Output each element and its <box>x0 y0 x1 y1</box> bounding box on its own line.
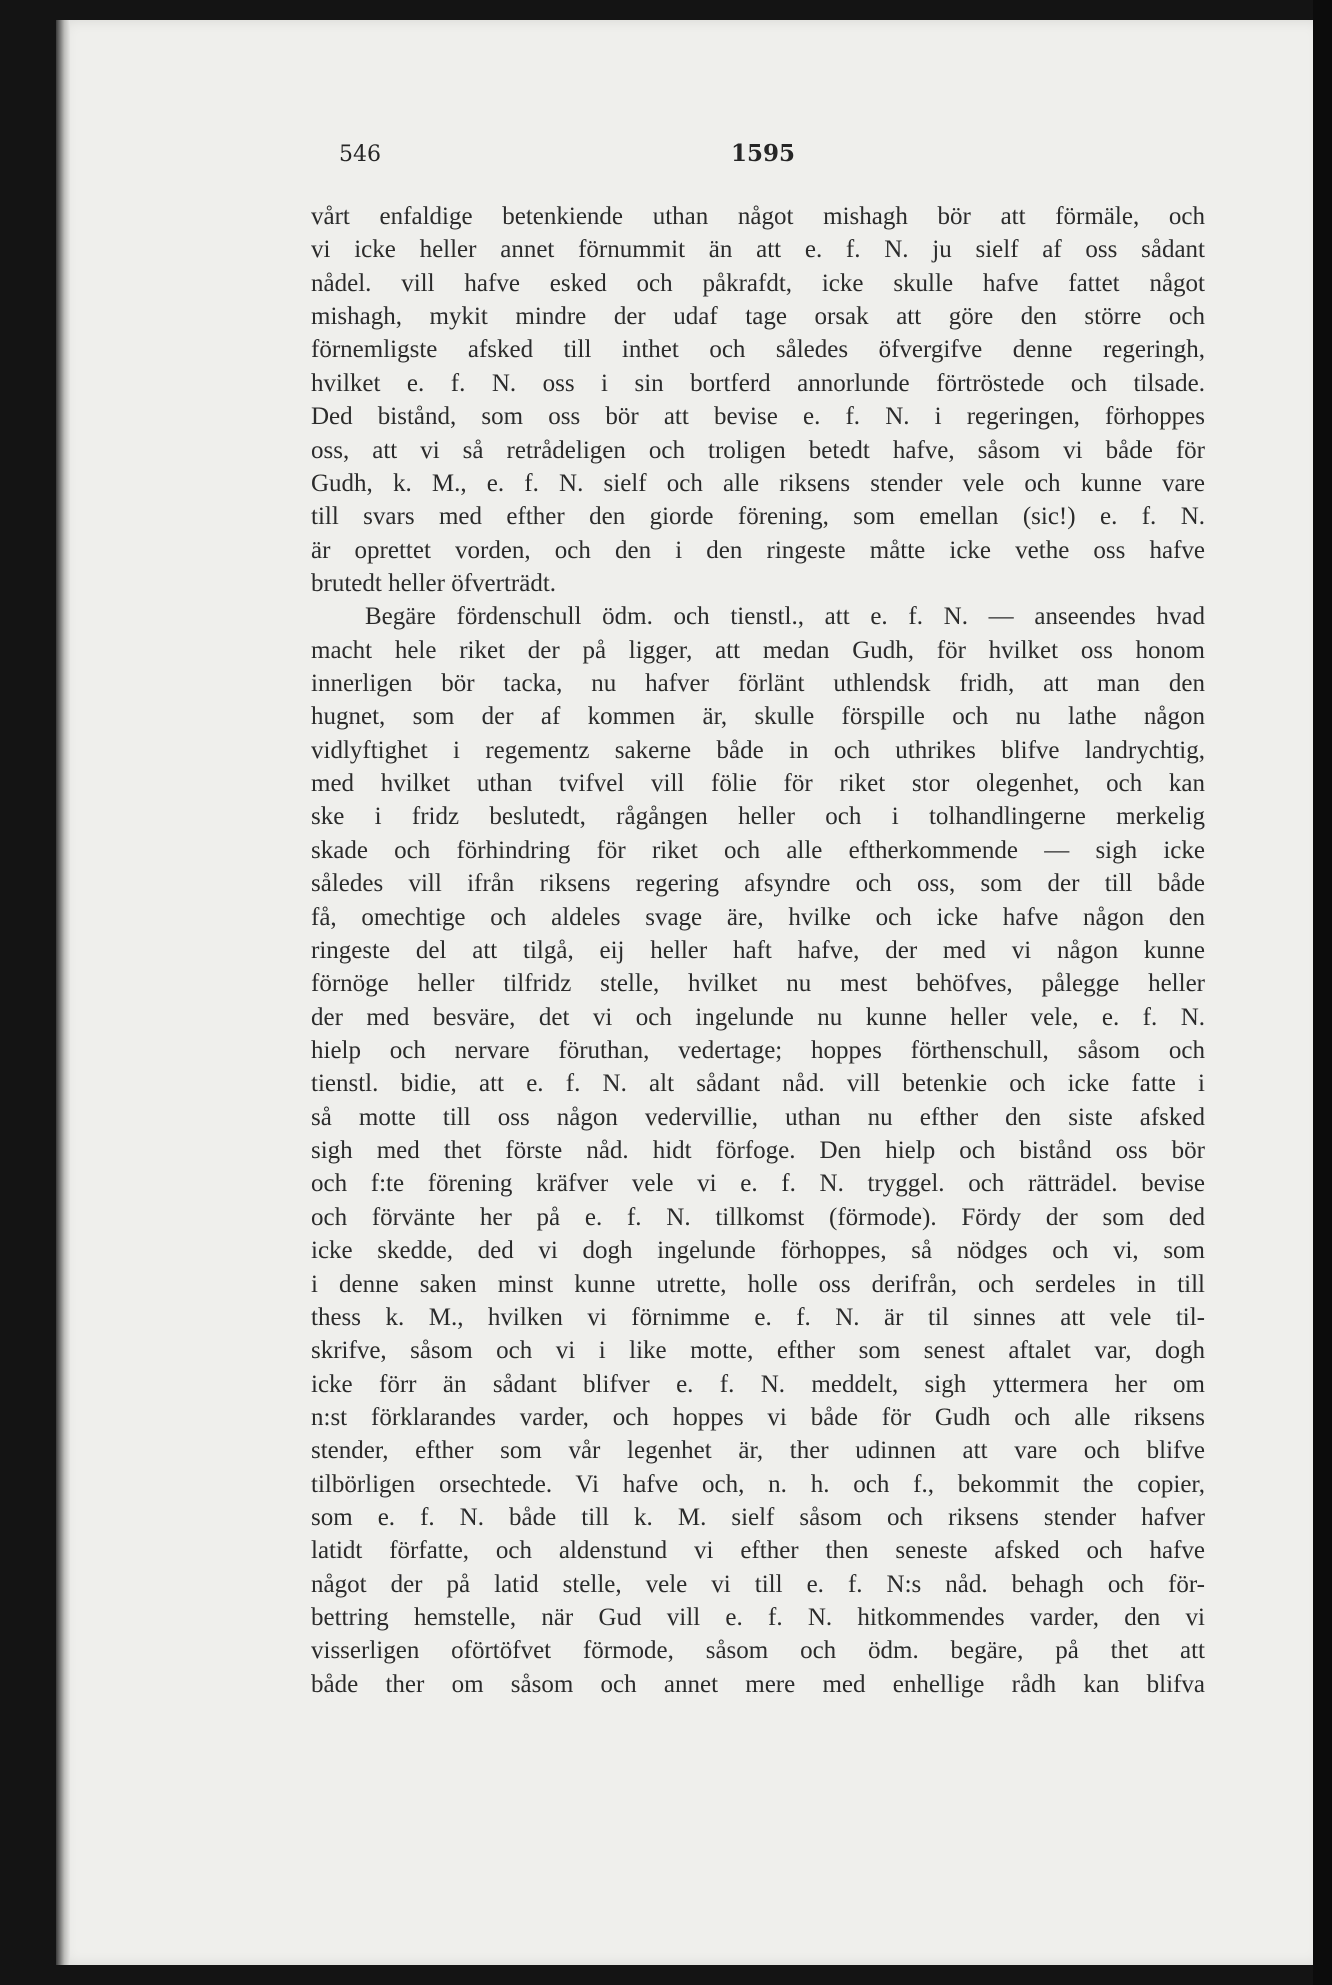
scan-right-edge <box>1313 0 1332 1985</box>
text-line: innerligen bör tacka, nu hafver förlänt uthlendsk fridh, att man den <box>311 670 1205 698</box>
page-binding-edge <box>56 20 70 1965</box>
text-line: mishagh, mykit mindre der udaf tage orsak att göre den större och <box>311 303 1205 331</box>
text-line: sigh med thet förste nåd. hidt förfoge. Den hielp och bistånd oss bör <box>311 1137 1205 1165</box>
text-line: ske i fridz beslutedt, rågången heller och i tolhandlingerne merkelig <box>311 803 1205 831</box>
text-line: förnöge heller tilfridz stelle, hvilket nu mest behöfves, pålegge heller <box>311 970 1205 998</box>
body-text <box>311 200 1205 1701</box>
text-line: nådel. vill hafve esked och påkrafdt, icke skulle hafve fattet något <box>311 269 1205 297</box>
text-line: tilbörligen orsechtede. Vi hafve och, n. h. och f., bekommit the copier, <box>311 1470 1205 1498</box>
text-line: oss, att vi så retrådeligen och troligen betedt hafve, såsom vi både för <box>311 436 1205 464</box>
text-line: skrifve, såsom och vi i like motte, efther som senest aftalet var, dogh <box>311 1337 1205 1365</box>
text-line: till svars med efther den giorde förening, som emellan (sic!) e. f. N. <box>311 503 1205 531</box>
text-line: Gudh, k. M., e. f. N. sielf och alle riksens stender vele och kunne vare <box>311 469 1205 497</box>
text-line: vidlyftighet i regementz sakerne både in och uthrikes blifve landrychtig, <box>311 736 1205 764</box>
text-line: latidt författe, och aldenstund vi efther then seneste afsked och hafve <box>311 1537 1205 1565</box>
text-line: Ded bistånd, som oss bör att bevise e. f. N. i regeringen, förhoppes <box>311 403 1205 431</box>
text-line: vårt enfaldige betenkiende uthan något mishagh bör att förmäle, och <box>311 203 1205 230</box>
text-line: hvilket e. f. N. oss i sin bortferd annorlunde förtröstede och tilsade. <box>311 369 1205 397</box>
text-line: icke skedde, ded vi dogh ingelunde förhoppes, så nödges och vi, som <box>311 1237 1205 1265</box>
text-line: icke förr än sådant blifver e. f. N. meddelt, sigh yttermera her om <box>311 1370 1205 1398</box>
text-line: tienstl. bidie, att e. f. N. alt sådant nåd. vill betenkie och icke fatte i <box>311 1070 1205 1098</box>
text-line: och förvänte her på e. f. N. tillkomst (förmode). Fördy der som ded <box>311 1203 1205 1231</box>
text-line: ringeste del att tilgå, eij heller haft hafve, der med vi någon kunne <box>311 936 1205 964</box>
text-line: thess k. M., hvilken vi förnimme e. f. N. är til sinnes att vele til- <box>311 1303 1205 1331</box>
text-line: således vill ifrån riksens regering afsyndre och oss, som der till både <box>311 870 1205 898</box>
text-line: brutedt heller öfverträdt. <box>311 569 557 597</box>
year-heading: 1595 <box>731 140 796 167</box>
text-line: vi icke heller annet förnummit än att e. f. N. ju sielf af oss sådant <box>311 236 1205 264</box>
text-line: stender, efther som vår legenhet är, ther udinnen att vare och blifve <box>311 1437 1205 1465</box>
text-line: både ther om såsom och annet mere med enhellige rådh kan blifva <box>311 1670 1205 1698</box>
text-line: visserligen oförtöfvet förmode, såsom och ödm. begäre, på thet att <box>311 1637 1205 1665</box>
text-line: så motte till oss någon vedervillie, uthan nu efther den siste afsked <box>311 1103 1205 1131</box>
page-number: 546 <box>339 142 381 167</box>
text-line: der med besväre, det vi och ingelunde nu kunne heller vele, e. f. N. <box>311 1003 1205 1031</box>
text-line: bettring hemstelle, när Gud vill e. f. N. hitkommendes varder, den vi <box>311 1604 1205 1632</box>
text-line: och f:te förening kräfver vele vi e. f. N. tryggel. och rätträdel. bevise <box>311 1170 1205 1198</box>
text-line: som e. f. N. både till k. M. sielf såsom och riksens stender hafver <box>311 1504 1205 1532</box>
text-line: med hvilket uthan tvifvel vill fölie för riket stor olegenhet, och kan <box>311 770 1205 798</box>
text-line: något der på latid stelle, vele vi till e. f. N:s nåd. behagh och för- <box>311 1570 1205 1598</box>
text-line: få, omechtige och aldeles svage äre, hvilke och icke hafve någon den <box>311 903 1205 931</box>
text-line: skade och förhindring för riket och alle eftherkommende — sigh icke <box>311 836 1205 864</box>
text-line: macht hele riket der på ligger, att medan Gudh, för hvilket oss honom <box>311 636 1205 664</box>
running-head <box>0 142 1332 182</box>
text-line: i denne saken minst kunne utrette, holle oss derifrån, och serdeles in till <box>311 1270 1205 1298</box>
text-line: hielp och nervare föruthan, vedertage; hoppes förthenschull, såsom och <box>311 1036 1205 1064</box>
text-line: hugnet, som der af kommen är, skulle förspille och nu lathe någon <box>311 703 1205 731</box>
paragraph-start-line: Begäre fördenschull ödm. och tienstl., att e. f. N. — anseendes hvad <box>365 603 1205 631</box>
text-line: är oprettet vorden, och den i den ringeste måtte icke vethe oss hafve <box>311 536 1205 564</box>
text-line: förnemligste afsked till inthet och således öfvergifve denne regeringh, <box>311 336 1205 364</box>
text-line: n:st förklarandes varder, och hoppes vi både för Gudh och alle riksens <box>311 1403 1205 1431</box>
